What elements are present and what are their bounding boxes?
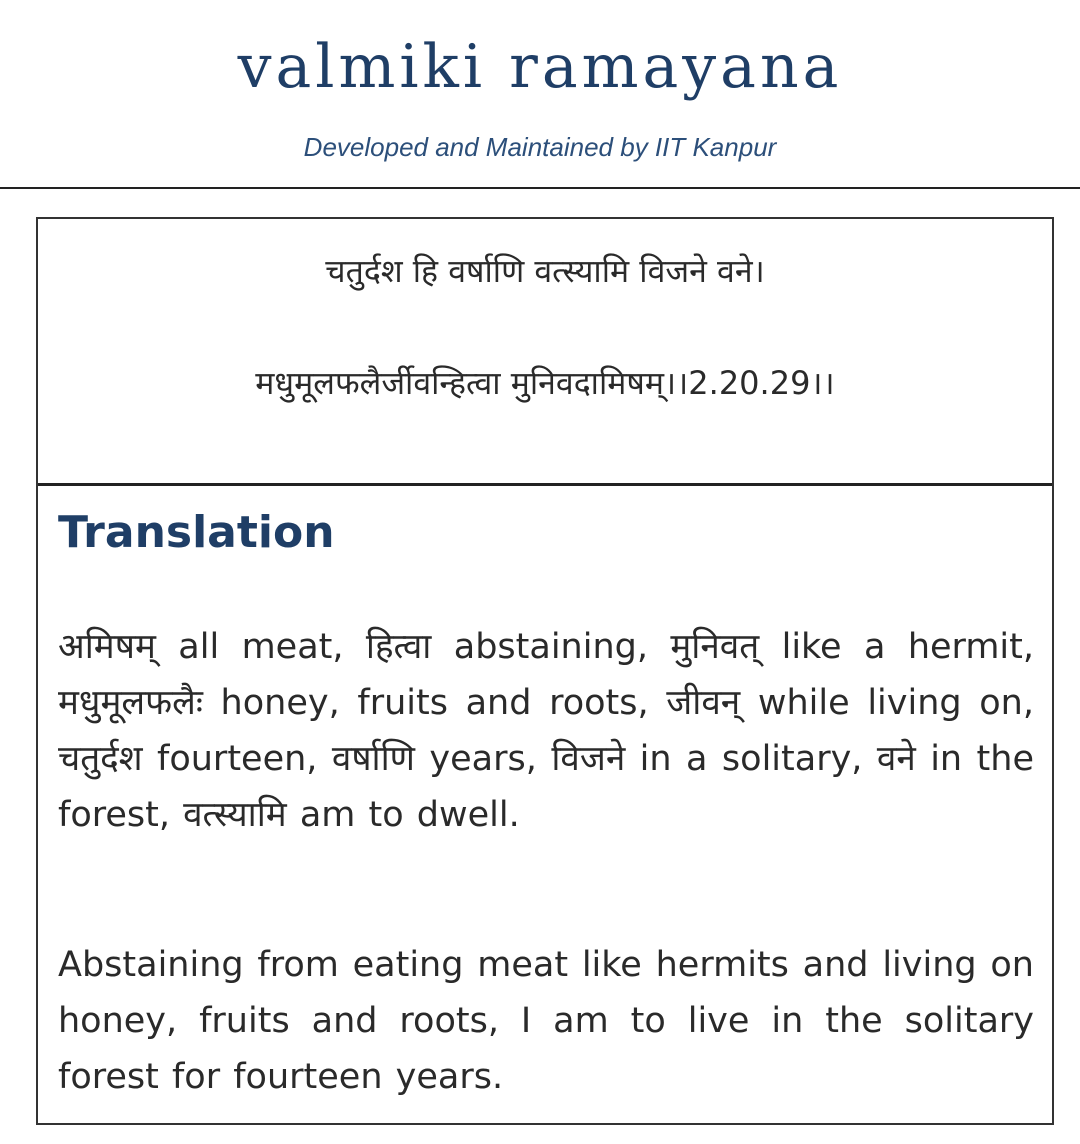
site-tagline: Developed and Maintained by IIT Kanpur xyxy=(303,132,777,162)
header-divider xyxy=(0,187,1080,189)
verse-card xyxy=(36,217,1054,1125)
site-logo[interactable]: valmiki ramayana xyxy=(237,32,843,102)
site-header xyxy=(0,0,1080,188)
verse-line-1: चतुर्दश हि वर्षाणि वत्स्यामि विजने वने। xyxy=(325,252,765,290)
verse-box xyxy=(38,219,1052,486)
word-meaning-text: अमिषम् all meat, हित्वा abstaining, मुनिवत् like a hermit, मधुमूलफलैः honey, fruits and roots, जीवन् while living on, चतुर्दश fourteen, वर्षाणि years, विजने in a solitary, वने in the forest, वत्स्यामि am to dwell. xyxy=(58,627,1034,835)
translation-summary-text: Abstaining from eating meat like hermits and living on honey, fruits and roots, I am to live in the solitary forest for fourteen years. xyxy=(58,945,1034,1097)
translation-heading: Translation xyxy=(58,507,335,558)
verse-line-2: मधुमूलफलैर्जीवन्हित्वा मुनिवदामिषम्।।2.20.29।। xyxy=(255,364,835,402)
